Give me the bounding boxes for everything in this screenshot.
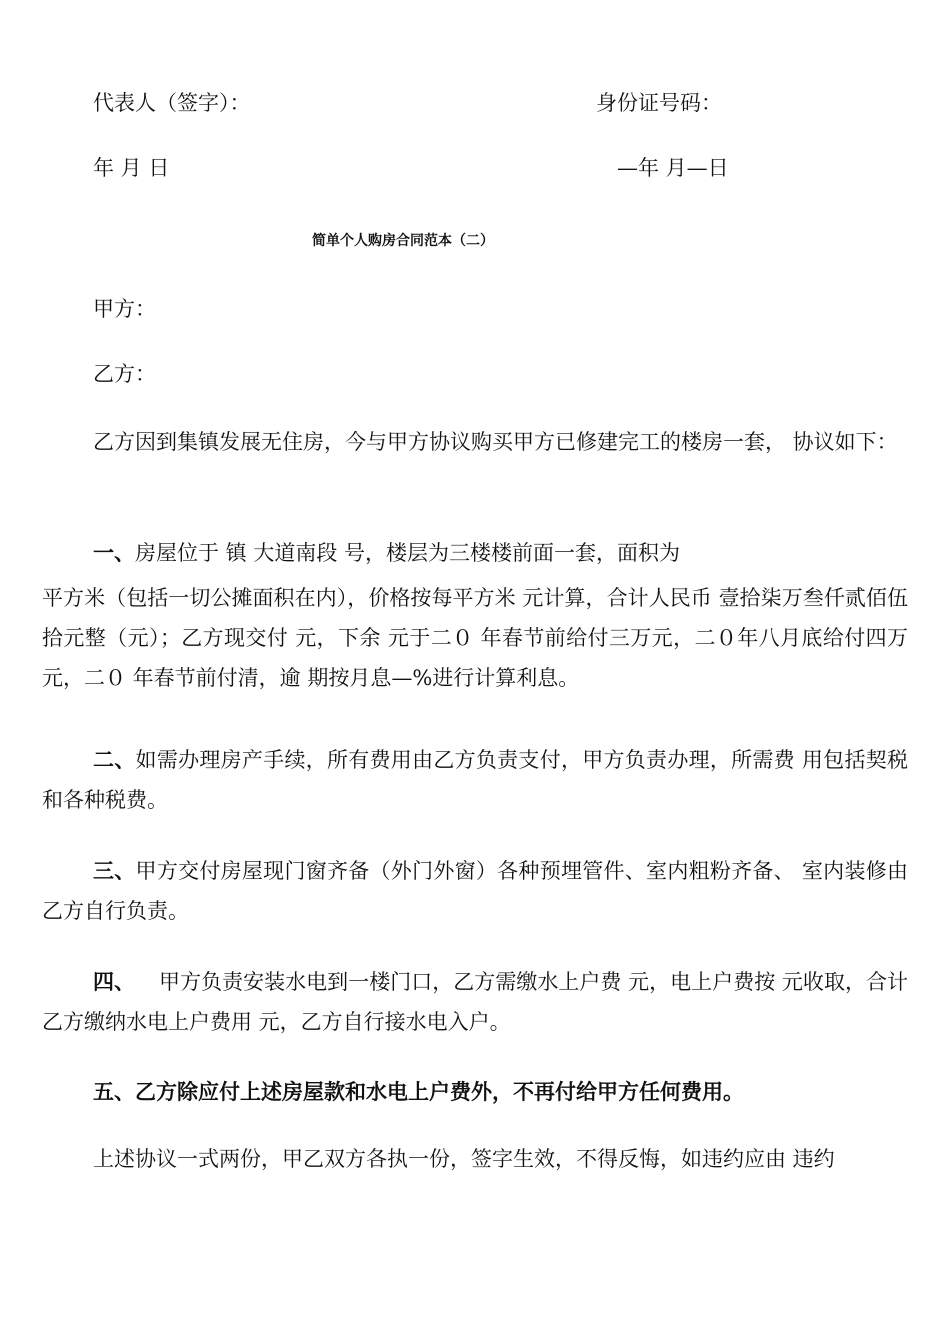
clause-3-text: 甲方交付房屋现门窗齐备（外门外窗）各种预埋管件、室内粗粉齐备、 室内装修由乙方自行负责。: [42, 859, 908, 923]
party-b-label: 乙方：: [93, 362, 156, 386]
clause-3-number: 三、: [93, 858, 136, 883]
clause-4-number: 四、: [93, 969, 136, 994]
clause-1: [93, 541, 680, 565]
party-a-label: 甲方：: [93, 297, 156, 321]
clause-4-text: 甲方负责安装水电到一楼门口，乙方需缴水上户费 元，电上户费按 元收取，合计乙方缴纳水电上户费用 元，乙方自行接水电入户。: [42, 970, 909, 1034]
clause-4: [42, 962, 908, 1042]
clause-1-continued: 平方米（包括一切公摊面积在内），价格按每平方米 元计算，合计人民币 壹拾柒万叁仟贰佰伍拾元整（元）；乙方现交付 元，下余 元于二０ 年春节前给付三万元，二０年八月底给付四万元，二０ 年春节前付清，逾 期按月息—%进行计算利息。: [42, 586, 908, 690]
clause-5: 五、乙方除应付上述房屋款和水电上户费外，不再付给甲方任何费用。: [93, 1079, 744, 1104]
clause-1-text: 房屋位于 镇 大道南段 号，楼层为三楼楼前面一套，面积为: [135, 541, 681, 565]
date-left: 年 月 日: [93, 156, 170, 180]
contract-title: 简单个人购房合同范本（二）: [312, 233, 494, 249]
clause-3: [42, 851, 908, 931]
id-number-label: 身份证号码：: [596, 91, 722, 115]
intro-paragraph: 乙方因到集镇发展无住房，今与甲方协议购买甲方已修建完工的楼房一套， 协议如下：: [93, 430, 898, 454]
clause-2-number: 二、: [93, 747, 136, 772]
representative-signature-label: 代表人（签字）：: [93, 91, 251, 115]
date-right: —年 月—日: [617, 156, 729, 180]
clause-2: [42, 740, 908, 820]
closing-paragraph: 上述协议一式两份，甲乙双方各执一份，签字生效，不得反悔，如违约应由 违约: [93, 1147, 835, 1171]
clause-1-number: 一、: [93, 540, 135, 565]
clause-2-text: 如需办理房产手续，所有费用由乙方负责支付，甲方负责办理，所需费 用包括契税和各种税费。: [42, 748, 908, 812]
